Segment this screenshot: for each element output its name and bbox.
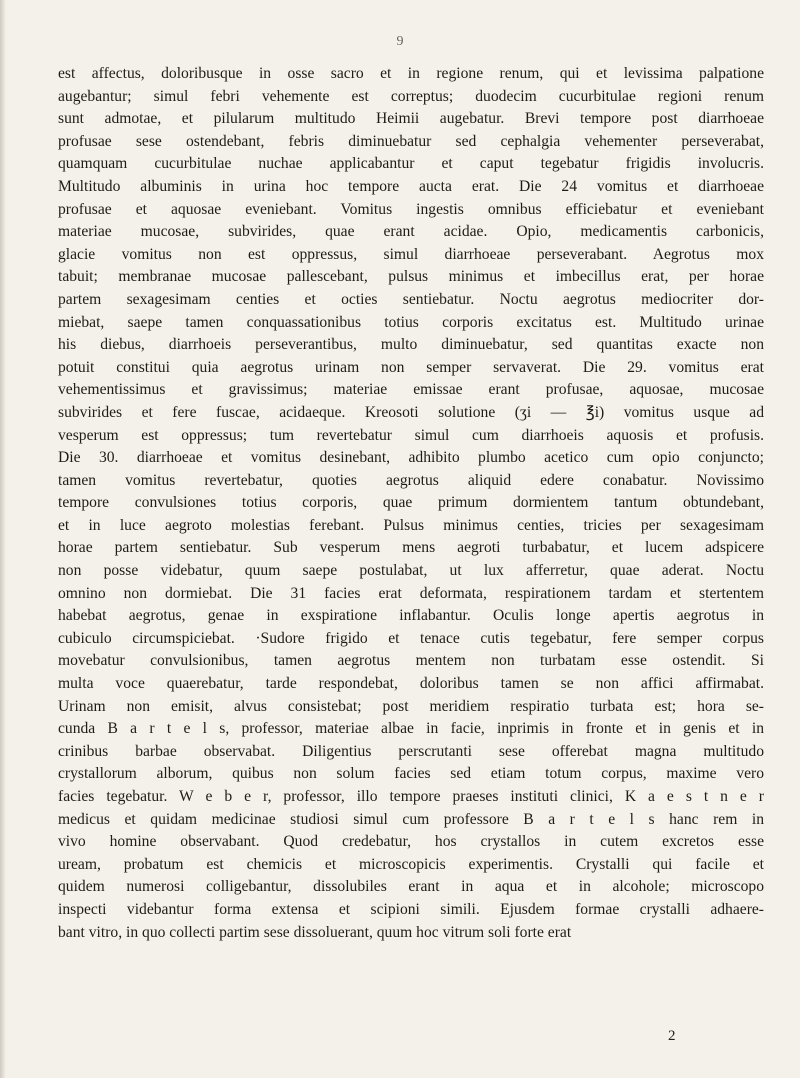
text-line: crinibus barbae observabat. Diligentius perscrutanti sese offerebat magna multitudo bbox=[58, 742, 764, 760]
text-line: profusae et aquosae eveniebant. Vomitus ingestis omnibus efficiebatur et eveniebant bbox=[58, 200, 764, 218]
text-line: medicus et quidam medicinae studiosi simul cum professore B a r t e l s hanc rem in bbox=[58, 810, 764, 828]
text-line: non posse videbatur, quum saepe postulabat, ut lux afferretur, quae aderat. Noctu bbox=[58, 562, 764, 580]
text-line: augebantur; simul febri vehemente est correptus; duodecim cucurbitulae regioni renum bbox=[58, 87, 764, 105]
text-line: potuit constitui quia aegrotus urinam non semper servaverat. Die 29. vomitus erat bbox=[58, 358, 764, 376]
text-line: bant vitro, in quo collecti partim sese dissoluerant, quum hoc vitrum soli forte erat bbox=[58, 923, 572, 941]
text-line: uream, probatum est chemicis et microscopicis experimentis. Crystalli qui facile et bbox=[58, 855, 764, 873]
text-line: profusae sese ostendebant, febris diminuebatur sed cephalgia vehementer perseverabat, bbox=[58, 132, 764, 150]
text-line: tamen vomitus revertebatur, quoties aegrotus aliquid edere conabatur. Novissimo bbox=[58, 471, 764, 489]
page-edge-shadow bbox=[0, 0, 6, 1078]
text-line: cubiculo circumspiciebat. ·Sudore frigido et tenace cutis tegebatur, fere semper corpus bbox=[58, 629, 764, 647]
text-line: habebat aegrotus, genae in exspiratione inflabantur. Oculis longe apertis aegrotus in bbox=[58, 607, 764, 625]
text-line: movebatur convulsionibus, tamen aegrotus mentem non turbatam esse ostendit. Si bbox=[58, 652, 764, 670]
text-line: crystallorum alborum, quibus non solum facies sed etiam totum corpus, maxime vero bbox=[58, 765, 764, 783]
text-line: Multitudo albuminis in urina hoc tempore aucta erat. Die 24 vomitus et diarrhoeae bbox=[58, 177, 764, 195]
text-line: subvirides et fere fuscae, acidaeque. Kreosoti solutione (ʒi — ℥i) vomitus usque ad bbox=[58, 403, 764, 421]
text-line: partem sexagesimam centies et octies sentiebatur. Noctu aegrotus mediocriter dor- bbox=[58, 290, 764, 308]
text-line: quamquam cucurbitulae nuchae applicabantur et caput tegebatur frigidis involucris. bbox=[58, 155, 764, 173]
text-line: multa voce quaerebatur, tarde respondebat, doloribus tamen se non affici affirmabat. bbox=[58, 675, 764, 693]
text-line: vivo homine observabant. Quod credebatur, hos crystallos in cutem excretos esse bbox=[58, 833, 764, 851]
text-line: materiae mucosae, subvirides, quae erant acidae. Opio, medicamentis carbonicis, bbox=[58, 223, 764, 241]
text-line: cunda B a r t e l s, professor, materiae albae in facie, inprimis in fronte et in genis et in bbox=[58, 720, 764, 738]
text-line: est affectus, doloribusque in osse sacro et in regione renum, qui et levissima palpatione bbox=[58, 65, 764, 82]
text-line: sunt admotae, et pilularum multitudo Heimii augebatur. Brevi tempore post diarrhoeae bbox=[58, 110, 764, 128]
text-line: et in luce aegroto molestias ferebant. Pulsus minimus centies, tricies per sexagesimam bbox=[58, 516, 764, 534]
page-number: 9 bbox=[396, 34, 404, 49]
text-line: inspecti videbantur forma extensa et scipioni simili. Ejusdem formae crystalli adhaere- bbox=[58, 900, 764, 918]
signature-mark: 2 bbox=[668, 1028, 676, 1044]
text-line: his diebus, diarrhoeis perseverantibus, multo diminuebatur, sed quantitas exacte non bbox=[58, 336, 764, 354]
text-line: Die 30. diarrhoeae et vomitus desinebant, adhibito plumbo acetico cum opio conjuncto; bbox=[58, 449, 764, 467]
text-line: glacie vomitus non est oppressus, simul diarrhoeae perseverabant. Aegrotus mox bbox=[58, 245, 764, 263]
text-line: miebat, saepe tamen conquassationibus totius corporis excitatus est. Multitudo urinae bbox=[58, 313, 764, 331]
text-line: facies tegebatur. W e b e r, professor, illo tempore praeses instituti clinici, K a e s t n e r bbox=[58, 788, 764, 805]
text-line: horae partem sentiebatur. Sub vesperum mens aegroti turbabatur, et lucem adspicere bbox=[58, 539, 764, 557]
text-line: quidem numerosi colligebantur, dissolubiles erant in aqua et in alcohole; microscopo bbox=[58, 878, 764, 896]
text-line: omnino non dormiebat. Die 31 facies erat deformata, respirationem tardam et stertentem bbox=[58, 584, 764, 602]
text-line: tempore convulsiones totius corporis, quae primum dormientem tantum obtundebant, bbox=[58, 494, 764, 512]
text-line: tabuit; membranae mucosae pallescebant, pulsus minimus et imbecillus erat, per horae bbox=[58, 268, 764, 286]
text-line: Urinam non emisit, alvus consistebat; post meridiem respiratio turbata est; hora se- bbox=[58, 697, 764, 715]
text-line: vesperum est oppressus; tum revertebatur simul cum diarrhoeis aquosis et profusis. bbox=[58, 426, 764, 444]
body-text bbox=[58, 63, 764, 944]
text-line: vehementissimus et gravissimus; materiae emissae erant profusae, aquosae, mucosae bbox=[58, 381, 764, 399]
